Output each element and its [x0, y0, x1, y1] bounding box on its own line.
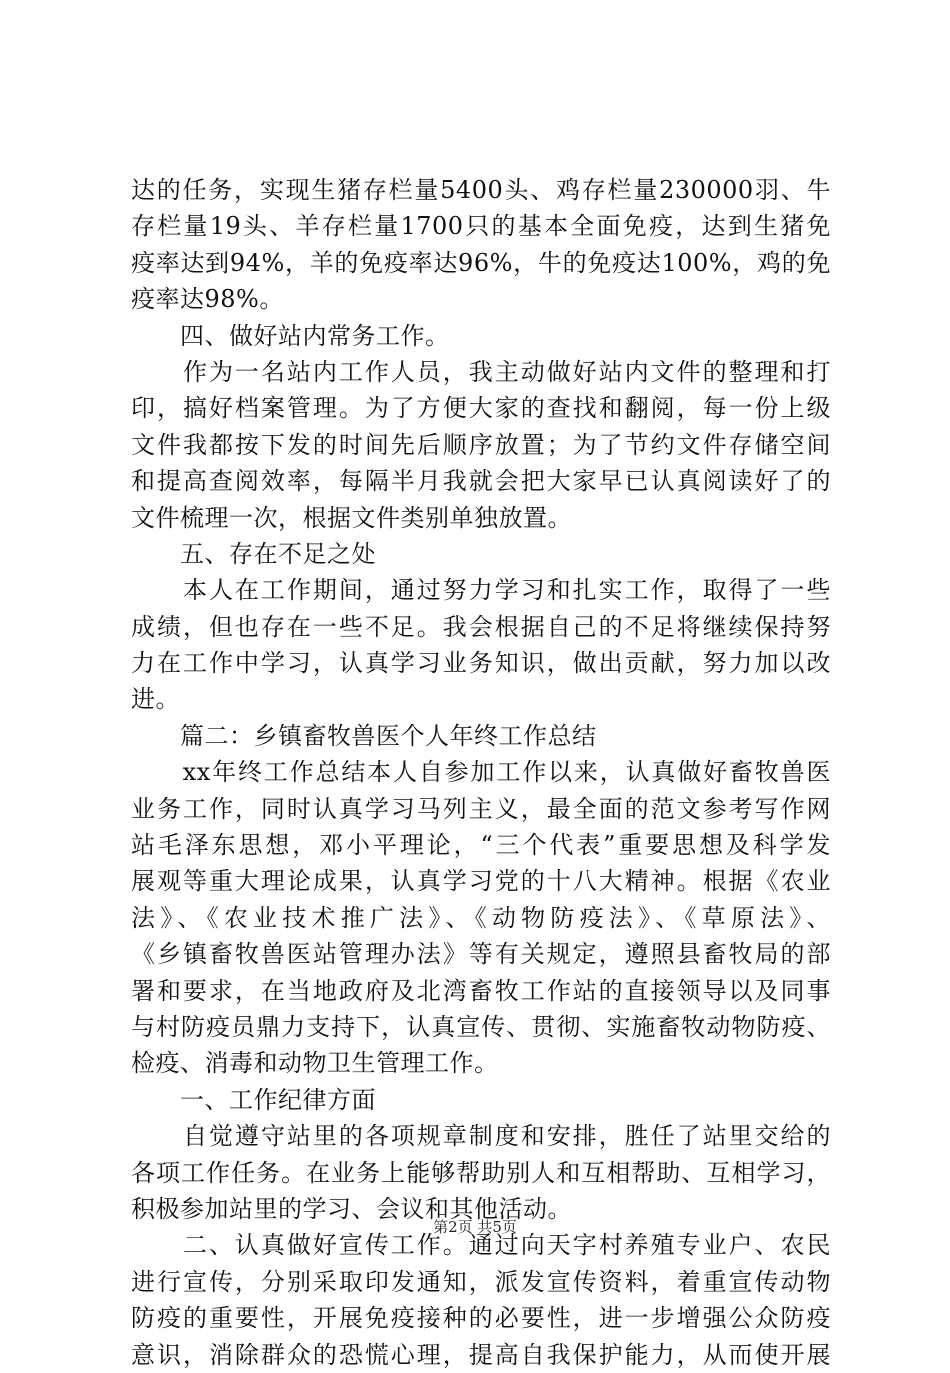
- text-line: xx年终工作总结本人自参加工作以来，认真做好畜牧兽医: [131, 758, 831, 787]
- text-line: 站毛泽东思想，邓小平理论，“三个代表”重要思想及科学发: [131, 831, 831, 860]
- text-line: 力在工作中学习，认真学习业务知识，做出贡献，努力加以改: [131, 649, 831, 678]
- text-line: 自觉遵守站里的各项规章制度和安排，胜任了站里交给的: [131, 1122, 831, 1151]
- text-line: 四、做好站内常务工作。: [131, 321, 450, 350]
- text-line: 二、认真做好宣传工作。通过向天字村养殖专业户、农民: [131, 1231, 831, 1260]
- document-body: [131, 172, 831, 1373]
- page-footer: 第2页 共5页: [433, 1218, 517, 1236]
- text-line: 展观等重大理论成果，认真学习党的十八大精神。根据《农业: [131, 867, 831, 896]
- text-line: 存栏量19头、羊存栏量1700只的基本全面免疫，达到生猪免: [131, 212, 831, 241]
- text-line: 五、存在不足之处: [131, 539, 376, 568]
- text-line: 业务工作，同时认真学习马列主义，最全面的范文参考写作网: [131, 794, 831, 823]
- text-line: 进行宣传，分别采取印发通知，派发宣传资料，着重宣传动物: [131, 1267, 831, 1296]
- text-line: 文件我都按下发的时间先后顺序放置；为了节约文件存储空间: [131, 430, 831, 459]
- text-line: 《乡镇畜牧兽医站管理办法》等有关规定，遵照县畜牧局的部: [131, 940, 831, 969]
- text-line: 疫率达98%。: [131, 285, 284, 314]
- text-line: 署和要求，在当地政府及北湾畜牧工作站的直接领导以及同事: [131, 976, 831, 1005]
- text-line: 一、工作纪律方面: [131, 1085, 376, 1114]
- text-line: 作为一名站内工作人员，我主动做好站内文件的整理和打: [131, 357, 831, 386]
- text-line: 文件梳理一次，根据文件类别单独放置。: [131, 503, 572, 532]
- text-line: 进。: [131, 685, 180, 714]
- text-line: 与村防疫员鼎力支持下，认真宣传、贯彻、实施畜牧动物防疫、: [131, 1012, 831, 1041]
- text-line: 意识，消除群众的恐慌心理，提高自我保护能力，从而使开展: [131, 1340, 831, 1369]
- text-line: 防疫的重要性，开展免疫接种的必要性，进一步增强公众防疫: [131, 1304, 831, 1333]
- text-line: 篇二：乡镇畜牧兽医个人年终工作总结: [131, 721, 597, 750]
- text-line: 积极参加站里的学习、会议和其他活动。: [131, 1194, 572, 1223]
- text-line: 疫率达到94%，羊的免疫率达96%，牛的免疫达100%，鸡的免: [131, 248, 831, 277]
- text-line: 检疫、消毒和动物卫生管理工作。: [131, 1049, 499, 1078]
- text-line: 本人在工作期间，通过努力学习和扎实工作，取得了一些: [131, 576, 831, 605]
- text-line: 达的任务，实现生猪存栏量5400头、鸡存栏量230000羽、牛: [131, 176, 831, 204]
- text-line: 成绩，但也存在一些不足。我会根据自己的不足将继续保持努: [131, 612, 831, 641]
- text-line: 各项工作任务。在业务上能够帮助别人和互相帮助、互相学习，: [131, 1158, 831, 1187]
- text-line: 印，搞好档案管理。为了方便大家的查找和翻阅，每一份上级: [131, 394, 831, 423]
- text-line: 和提高查阅效率，每隔半月我就会把大家早已认真阅读好了的: [131, 467, 831, 496]
- text-line: 法》、《农业技术推广法》、《动物防疫法》、《草原法》、: [131, 903, 831, 932]
